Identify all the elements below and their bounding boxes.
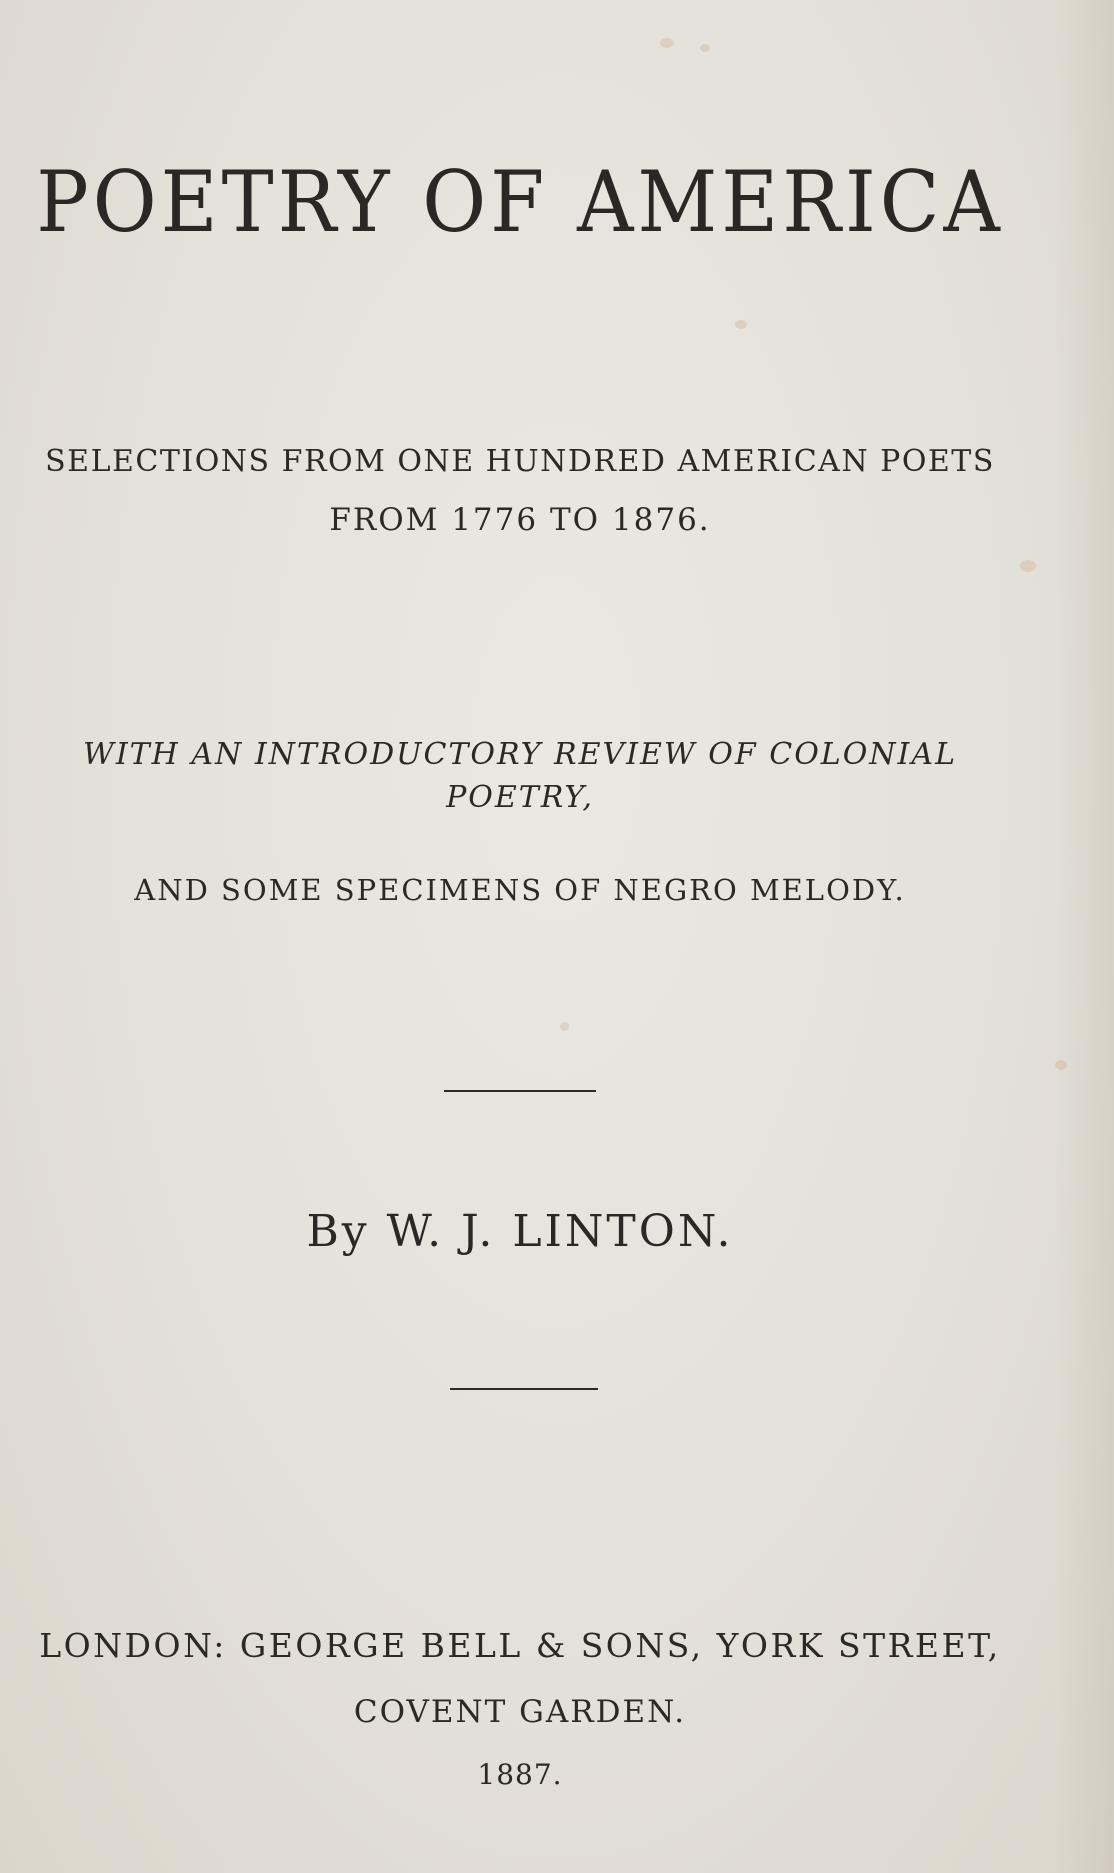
book-title: POETRY OF AMERICA: [36, 154, 1004, 252]
author-byline: By W. J. LINTON.: [306, 1206, 734, 1257]
imprint-line-2: COVENT GARDEN.: [353, 1694, 687, 1730]
foxing-spot: [700, 44, 710, 52]
divider-rule: [444, 1090, 596, 1092]
page-edge-shadow: [1054, 0, 1114, 1873]
publication-year: 1887.: [477, 1758, 563, 1791]
subtitle-line-2: FROM 1776 TO 1876.: [329, 502, 711, 538]
intro-line-2: POETRY,: [446, 780, 594, 815]
foxing-spot: [735, 320, 747, 329]
foxing-spot: [660, 38, 674, 48]
intro-line-1: WITH AN INTRODUCTORY REVIEW OF COLONIAL: [82, 737, 957, 772]
specimens-line: AND SOME SPECIMENS OF NEGRO MELODY.: [134, 873, 906, 907]
foxing-spot: [560, 1022, 569, 1031]
subtitle-line-1: SELECTIONS FROM ONE HUNDRED AMERICAN POETS: [45, 444, 995, 479]
divider-rule: [450, 1388, 598, 1390]
foxing-spot: [1055, 1060, 1067, 1070]
imprint-line-1: LONDON: GEORGE BELL & SONS, YORK STREET,: [39, 1626, 1001, 1665]
foxing-spot: [1020, 560, 1036, 572]
